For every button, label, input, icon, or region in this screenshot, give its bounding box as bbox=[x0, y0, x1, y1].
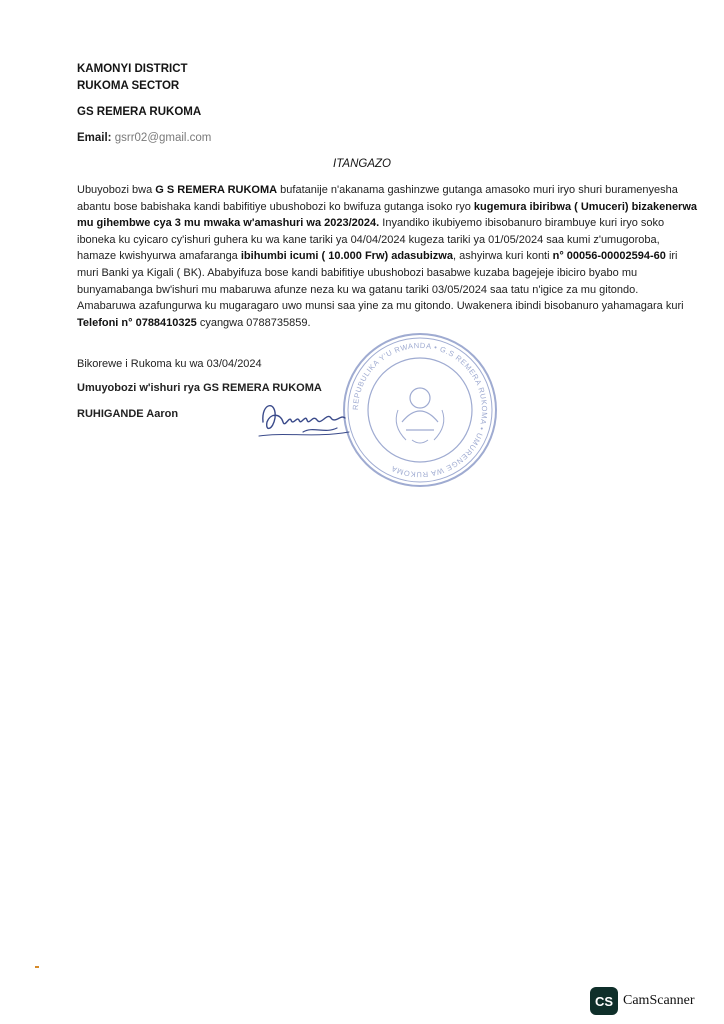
body-school-name: G S REMERA RUKOMA bbox=[155, 184, 278, 196]
document-title: ITANGAZO bbox=[333, 158, 391, 170]
email-label: Email: bbox=[77, 132, 112, 144]
body-account-number: n° 00056-00002594-60 bbox=[552, 250, 666, 263]
body-text: iri muri Banki ya Kigali ( BK). Ababyifuza bose kandi babifitiye ubushobozi basabwe kuzaba bagejeje ibiciro byabo mu bunyamabanga bw'ishuri mu mabaruwa afunze neza ku wa gatanu tariki 03/05/2024 saa tatu n'igice za mu gitondo. Amabaruwa azafungurwa ku mugaragaro uwo munsi saa yine za mu gitondo. Uwakenera ibindi bisobanuro yahamagara kuri bbox=[77, 250, 684, 313]
announcement-body bbox=[77, 182, 699, 331]
body-text: , ashyirwa kuri konti bbox=[452, 250, 553, 263]
director-title: Umuyobozi w'ishuri rya GS REMERA RUKOMA bbox=[77, 382, 322, 394]
district-heading: KAMONYI DISTRICT bbox=[77, 63, 188, 75]
body-text: Inyandiko ikubiyemo ibisobanuro birambuye kuri iryo soko iboneka ku cyicaro cy'ishuri guhera ku wa kane tariki ya 04/04/2024 kugeza tariki ya 01/05/2024 saa kumi z'umugoroba, hamaze kwishyurwa amafaranga bbox=[77, 217, 665, 263]
email-line bbox=[77, 132, 211, 144]
scan-mark bbox=[35, 966, 39, 968]
camscanner-logo-icon: CS bbox=[590, 987, 618, 1015]
stamp-ring-text: REPUBULIKA Y'U RWANDA • G.S REMERA RUKOMA • UMURENGE WA RUKOMA bbox=[350, 340, 490, 480]
body-tender-subject: kugemura ibiribwa ( Umuceri) bizakenerwa mu gihembwe cya 3 mu mwaka w'amashuri wa 2023/2024. bbox=[77, 200, 698, 230]
camscanner-text: CamScanner bbox=[623, 993, 695, 1008]
director-name: RUHIGANDE Aaron bbox=[77, 408, 179, 420]
body-text: cyangwa 0788735859. bbox=[196, 316, 311, 329]
svg-text:REPUBULIKA Y'U RWANDA • G.S RE bbox=[351, 341, 489, 479]
email-value: gsrr02@gmail.com bbox=[114, 132, 212, 144]
sector-heading: RUKOMA SECTOR bbox=[77, 80, 180, 92]
director-signature bbox=[255, 392, 355, 444]
body-fee-amount: ibihumbi icumi ( 10.000 Frw) adasubizwa bbox=[240, 250, 453, 263]
official-stamp bbox=[340, 330, 500, 490]
body-phone: Telefoni n° 0788410325 bbox=[77, 316, 197, 329]
camscanner-watermark bbox=[590, 986, 695, 1016]
body-text: bufatanije n'akanama gashinzwe gutanga amasoko muri iryo shuri buramenyesha abantu bose babishaka kandi babifitiye ubushobozi ko bwifuza gutanga isoko ryo bbox=[77, 184, 678, 213]
date-line: Bikorewe i Rukoma ku wa 03/04/2024 bbox=[77, 358, 262, 370]
school-heading: GS REMERA RUKOMA bbox=[77, 106, 202, 118]
body-text: Ubuyobozi bwa bbox=[77, 184, 156, 196]
